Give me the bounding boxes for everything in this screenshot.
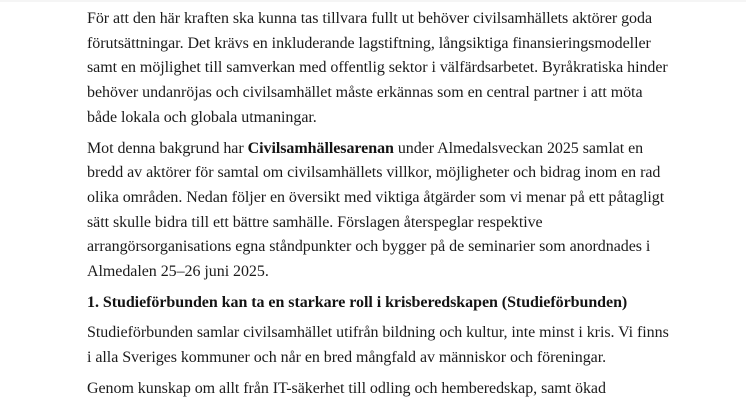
- paragraph-background: [87, 137, 673, 285]
- paragraph-background-prefix: Mot denna bakgrund har: [87, 139, 248, 157]
- paragraph-section-1: Studieförbunden samlar civilsamhället utifrån bildning och kultur, inte minst i kris. Vi finns i alla Sveriges kommuner och når en bred mångfald av människor och föreningar.: [87, 324, 669, 367]
- organization-name-bold: Civilsamhällesarenan: [247, 139, 394, 157]
- document-text-column: [87, 7, 673, 408]
- paragraph-intro: För att den här kraften ska kunna tas tillvara fullt ut behöver civilsamhällets aktörer goda förutsättningar. Det krävs en inkluderande lagstiftning, långsiktiga finansieringsmodeller samt en möjlighet till samverkan med offentlig sektor i välfärdsarbetet. Byråkratiska hinder behöver undanröjas och civilsamhället måste erkännas som en central partner i att möta både lokala och globala utmaningar.: [87, 10, 668, 126]
- section-1-heading: 1. Studieförbunden kan ta en starkare roll i krisberedskapen (Studieförbunden): [87, 293, 628, 311]
- paragraph-background-suffix: under Almedalsveckan 2025 samlat en bredd av aktörer för samtal om civilsamhällets villkor, möjligheter och bidrag inom en rad olika områden. Nedan följer en översikt med viktiga åtgärder som vi menar på ett påtagligt sätt skulle bidra till ett bättre samhälle. Förslagen återspeglar respektive arrangörsorganisations egna ståndpunkter och bygger på de seminarier som anordnades i Almedalen 25–26 juni 2025.: [87, 139, 665, 281]
- paragraph-cutoff-bottom: Genom kunskap om allt från IT-säkerhet till odling och hemberedskap, samt ökad: [87, 379, 606, 397]
